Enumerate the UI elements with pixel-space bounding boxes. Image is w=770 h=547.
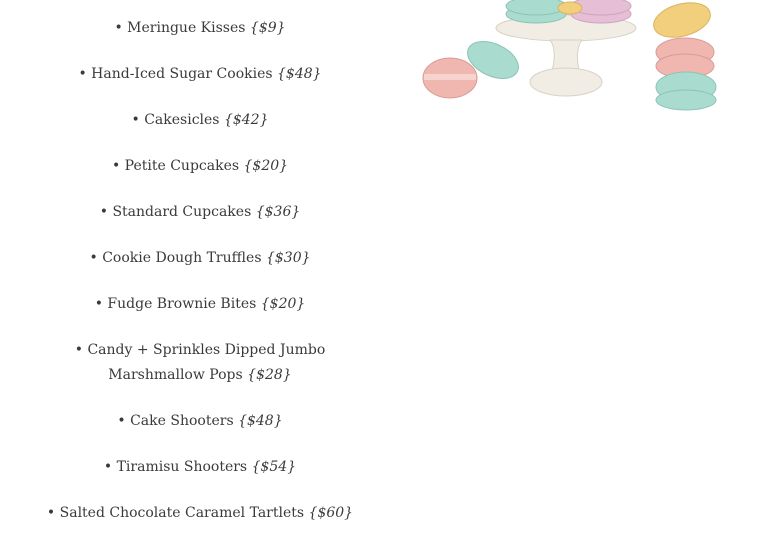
menu-item-name: Tiramisu Shooters (116, 459, 248, 475)
menu-item (40, 62, 360, 87)
menu-item (40, 292, 360, 317)
menu-item (40, 409, 360, 434)
menu-item-price: {$48} (277, 66, 322, 82)
loose-macarons-left (423, 34, 524, 98)
menu-item (40, 108, 360, 133)
menu-item-bullet: • (78, 66, 87, 82)
menu-item (40, 200, 360, 225)
menu-item-name: Petite Cupcakes (124, 158, 240, 174)
menu-item (40, 338, 360, 388)
menu-item-bullet: • (111, 158, 121, 174)
menu-item-name: Hand-Iced Sugar Cookies (91, 66, 273, 82)
menu-item-bullet: • (46, 505, 56, 521)
menu-item-name: Fudge Brownie Bites (107, 296, 257, 312)
menu-item (40, 16, 360, 41)
menu-item-price: {$9} (249, 20, 286, 36)
menu-item-price: {$54} (251, 459, 297, 475)
menu-item-price: {$20} (243, 158, 289, 174)
menu-item (40, 455, 360, 480)
menu-item-name: Standard Cupcakes (112, 204, 252, 220)
menu-item (40, 154, 360, 179)
menu-item (40, 501, 360, 526)
menu-item-bullet: • (117, 413, 126, 429)
menu-item-bullet: • (114, 20, 123, 36)
menu-item-price: {$20} (260, 296, 306, 312)
menu-item-name: Salted Chocolate Caramel Tartlets (59, 505, 305, 521)
menu-item-price: {$42} (223, 112, 269, 128)
menu-item-price: {$36} (255, 204, 301, 220)
menu-item-name: Cakesicles (144, 112, 220, 128)
menu-item (40, 246, 360, 271)
macaron-stand-illustration (418, 0, 728, 115)
menu-item-bullet: • (99, 204, 108, 220)
menu-item-name: Cake Shooters (130, 413, 234, 429)
cake-stand (496, 15, 636, 96)
menu-item-price: {$48} (238, 413, 283, 429)
menu-item-name: Candy + Sprinkles Dipped Jumbo Marshmallow Pops (87, 342, 326, 383)
menu-item-name: Meringue Kisses (127, 20, 246, 36)
menu-item-price: {$28} (247, 367, 292, 383)
menu-item-price: {$30} (265, 250, 311, 266)
macaron-stack-right (650, 0, 716, 110)
menu-item-bullet: • (103, 459, 113, 475)
menu-item-bullet: • (94, 296, 103, 312)
menu-item-name: Cookie Dough Truffles (102, 250, 262, 266)
menu-item-bullet: • (74, 342, 83, 358)
dessert-menu-list (40, 0, 360, 547)
menu-item-price: {$60} (308, 505, 354, 521)
menu-item-bullet: • (131, 112, 140, 128)
menu-item-bullet: • (89, 250, 98, 266)
